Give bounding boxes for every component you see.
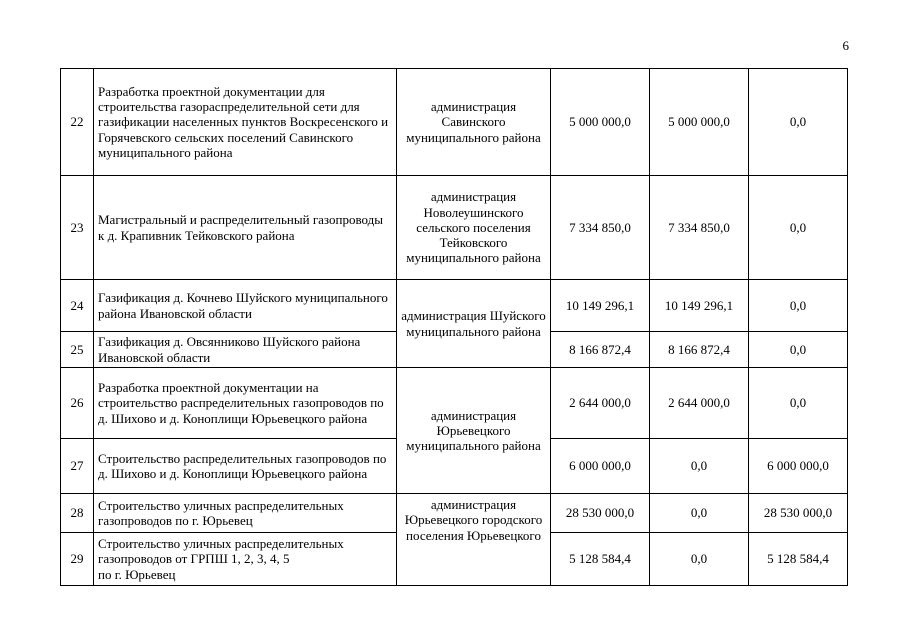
row-number: 25 (61, 332, 94, 368)
row-number: 24 (61, 280, 94, 332)
total-amount: 28 530 000,0 (551, 494, 650, 533)
amount-col2: 10 149 296,1 (650, 280, 749, 332)
administration: администрация Савинского муниципального района (397, 69, 551, 176)
total-amount: 6 000 000,0 (551, 439, 650, 494)
project-name: Магистральный и распределительный газопроводы к д. Крапивник Тейковского района (94, 176, 397, 280)
project-name: Разработка проектной документации на строительство распределительных газопроводов по д. Шихово и д. Коноплищи Юрьевецкого района (94, 368, 397, 439)
amount-col3: 28 530 000,0 (749, 494, 848, 533)
total-amount: 7 334 850,0 (551, 176, 650, 280)
project-name: Газификация д. Овсянниково Шуйского района Ивановской области (94, 332, 397, 368)
row-number: 23 (61, 176, 94, 280)
amount-col2: 7 334 850,0 (650, 176, 749, 280)
administration: администрация Новолеушинского сельского поселения Тейковского муниципального района (397, 176, 551, 280)
funding-table (60, 68, 848, 586)
project-name: Разработка проектной документации для строительства газораспределительной сети для газификации населенных пунктов Воскресенского и Горячевского сельских поселений Савинского муниципального района (94, 69, 397, 176)
amount-col2: 5 000 000,0 (650, 69, 749, 176)
amount-col2: 0,0 (650, 494, 749, 533)
amount-col3: 0,0 (749, 280, 848, 332)
project-name-line: по г. Юрьевец (98, 566, 176, 582)
project-name: Газификация д. Кочнево Шуйского муниципального района Ивановской области (94, 280, 397, 332)
administration: администрация Юрьевецкого муниципального района (397, 368, 551, 494)
table-row (61, 280, 848, 332)
amount-col3: 5 128 584,4 (749, 533, 848, 586)
administration: администрация Юрьевецкого городского поселения Юрьевецкого (397, 494, 551, 586)
row-number: 28 (61, 494, 94, 533)
project-name-line: Строительство уличных распределительных газопроводов от ГРПШ 1, 2, 3, 4, 5 (98, 536, 344, 567)
total-amount: 2 644 000,0 (551, 368, 650, 439)
amount-col3: 0,0 (749, 332, 848, 368)
page-number: 6 (842, 38, 849, 53)
project-name: Строительство уличных распределительных газопроводов по г. Юрьевец (94, 494, 397, 533)
amount-col3: 6 000 000,0 (749, 439, 848, 494)
amount-col2: 0,0 (650, 533, 749, 586)
project-name: Строительство распределительных газопроводов по д. Шихово и д. Коноплищи Юрьевецкого района (94, 439, 397, 494)
amount-col3: 0,0 (749, 368, 848, 439)
total-amount: 5 128 584,4 (551, 533, 650, 586)
table-row (61, 69, 848, 176)
amount-col2: 2 644 000,0 (650, 368, 749, 439)
row-number: 29 (61, 533, 94, 586)
amount-col2: 0,0 (650, 439, 749, 494)
amount-col2: 8 166 872,4 (650, 332, 749, 368)
table-row (61, 494, 848, 533)
table-row (61, 176, 848, 280)
amount-col3: 0,0 (749, 176, 848, 280)
total-amount: 8 166 872,4 (551, 332, 650, 368)
row-number: 26 (61, 368, 94, 439)
total-amount: 10 149 296,1 (551, 280, 650, 332)
amount-col3: 0,0 (749, 69, 848, 176)
table-row (61, 368, 848, 439)
project-name (94, 533, 397, 586)
row-number: 22 (61, 69, 94, 176)
row-number: 27 (61, 439, 94, 494)
total-amount: 5 000 000,0 (551, 69, 650, 176)
administration: администрация Шуйского муниципального района (397, 280, 551, 368)
